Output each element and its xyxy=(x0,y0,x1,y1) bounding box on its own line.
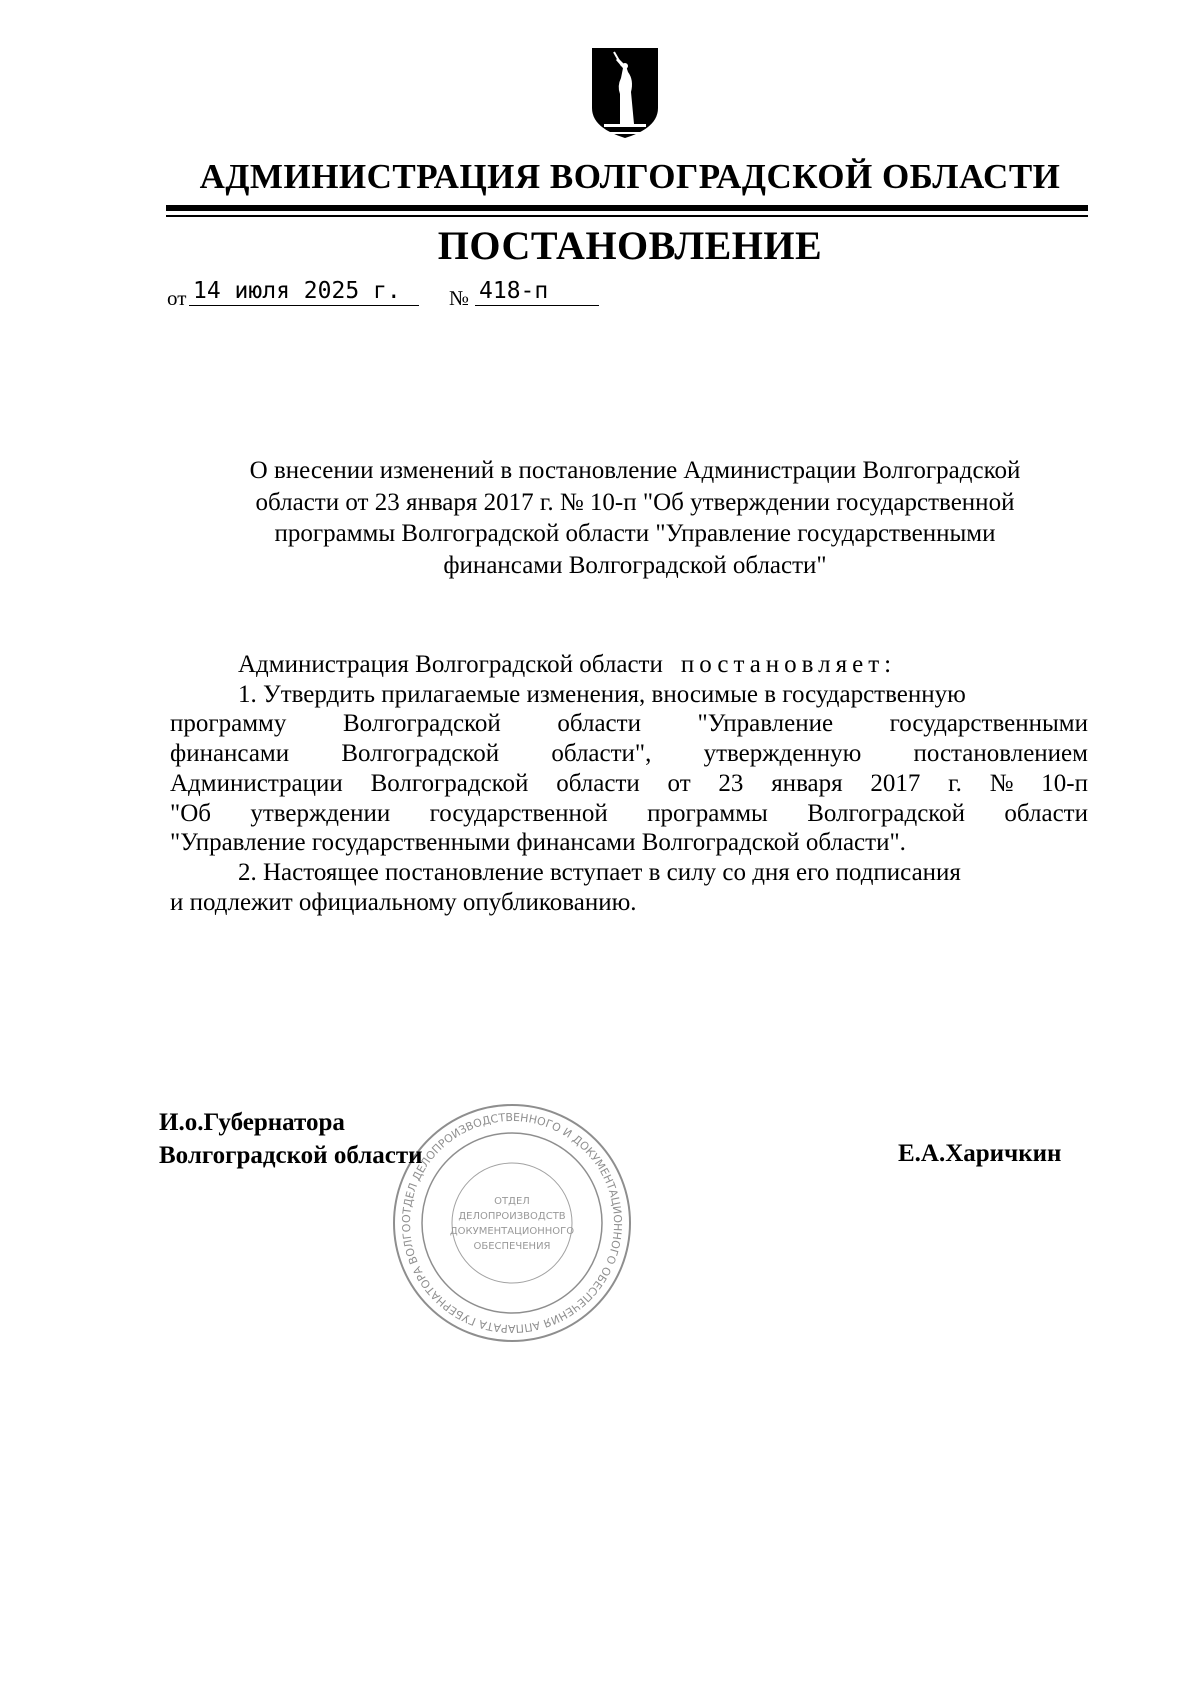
paragraph-2-line: и подлежит официальному опубликованию. xyxy=(170,888,637,916)
paragraph-2-line: 2. Настоящее постановление вступает в силу со дня его подписания xyxy=(238,858,961,886)
number-prefix: № xyxy=(449,286,470,310)
date-prefix: от xyxy=(167,286,187,310)
stamp-center-line: ДОКУМЕНТАЦИОННОГО xyxy=(449,1226,575,1237)
subject-line: О внесении изменений в постановление Администрации Волгоградской xyxy=(249,457,1021,484)
stamp-center-line: ОТДЕЛ xyxy=(494,1196,530,1207)
signatory-name: Е.А.Харичкин xyxy=(898,1140,1062,1167)
stamp-center-line: ОБЕСПЕЧЕНИЯ xyxy=(473,1241,551,1252)
document-subject xyxy=(170,455,1100,581)
paragraph-1-line: "Управление государственными финансами Волгоградской области". xyxy=(170,829,906,857)
header-divider-thick xyxy=(166,205,1088,211)
signatory-position xyxy=(159,1106,423,1172)
subject-line: программы Волгоградской области "Управление государственными xyxy=(274,520,996,547)
document-type-title: ПОСТАНОВЛЕНИЕ xyxy=(437,223,823,268)
document-body xyxy=(170,650,1088,917)
subject-line: области от 23 января 2017 г. № 10-п "Об утверждении государственной xyxy=(255,488,1015,516)
date-value: 14 июля 2025 г. xyxy=(189,278,419,306)
header-divider-thin xyxy=(166,215,1088,217)
stamp-outer-text: ОТДЕЛ ДЕЛОПРОИЗВОДСТВЕННОГО И ДОКУМЕНТАЦИОННОГО ОБЕСПЕЧЕНИЯ АППАРАТА ГУБЕРНАТОРА ВОЛГО xyxy=(399,1110,625,1336)
paragraph-1-line: "Об утверждении государственной программы Волгоградской области xyxy=(170,799,1088,827)
signatory-position-line: Волгоградской области xyxy=(159,1142,423,1169)
organization-title: АДМИНИСТРАЦИЯ ВОЛГОГРАДСКОЙ ОБЛАСТИ xyxy=(199,157,1061,196)
number-value: 418-п xyxy=(475,278,599,306)
coat-of-arms-emblem xyxy=(590,46,660,142)
date-number-line xyxy=(167,274,627,314)
paragraph-1-line: 1. Утвердить прилагаемые изменения, вносимые в государственную xyxy=(238,680,966,708)
paragraph-1-line: финансами Волгоградской области", утвержденную постановлением xyxy=(170,740,1088,768)
paragraph-1-line: программу Волгоградской области "Управление государственными xyxy=(170,710,1088,738)
intro-text: Администрация Волгоградской области xyxy=(238,651,663,678)
intro-verb: постановляет: xyxy=(680,651,897,678)
signatory-position-line: И.о.Губернатора xyxy=(159,1109,345,1136)
paragraph-1-line: Администрации Волгоградской области от 23 января 2017 г. № 10-п xyxy=(170,769,1088,797)
intro-line xyxy=(170,650,1088,680)
subject-line: финансами Волгоградской области" xyxy=(443,551,827,579)
stamp-center-line: ДЕЛОПРОИЗВОДСТВ xyxy=(458,1211,566,1222)
